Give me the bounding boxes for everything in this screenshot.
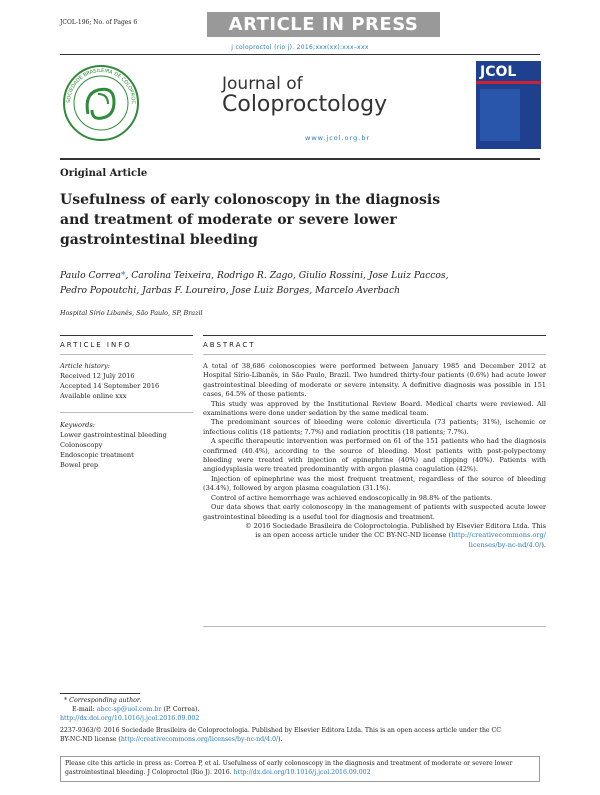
article-info-heading: ARTICLE INFO: [60, 341, 132, 349]
history-label: Article history:: [60, 362, 110, 370]
abstract-paragraph: A specific therapeutic intervention was performed on 61 of the 151 patients who had the diagnosis confirmed (40.4%), according to the source of bleeding. Most patients with post-polypectomy bleeding were treated with injection of epinephrine (40%) and clipping (40%). Patients with angiodysplasia were treated predominantly with argon plasma coagulation (42%).: [203, 437, 546, 474]
license-statement: [60, 726, 550, 744]
cite-this-article-box: [60, 756, 540, 782]
affiliation: Hospital Sírio Libanês, São Paulo, SP, Brazil: [60, 309, 203, 317]
keywords-label: Keywords:: [60, 421, 95, 429]
abstract-paragraph: The predominant sources of bleeding were colonic diverticula (73 patients; 31%), ischemic or infectious colitis (18 patients; 7.7%) and radiation proctitis (18 patients; 7.7%).: [203, 418, 546, 436]
society-seal-logo: [62, 64, 140, 142]
abstract-paragraph: Injection of epinephrine was the most frequent treatment, regardless of the source of bleeding (34.4%), followed by argon plasma coagulation (31.1%).: [203, 474, 546, 493]
journal-name-line1: Journal of: [222, 74, 303, 94]
abstract-paragraph: A total of 38,686 colonoscopies were performed between January 1985 and December 2012 at Hospital Sírio-Libanês, in São Paulo, Brazil. Two hundred thirty-four patients (0.6%) had acute lower gastrointestinal bleeding of moderate or severe intensity. A definitive diagnosis was possible in 151 cases, 64.5% of these patients.: [203, 362, 546, 399]
abstract-mid-rule: [203, 354, 546, 355]
abstract-heading: ABSTRACT: [203, 341, 256, 349]
info-mid-rule: [60, 354, 193, 355]
masthead-rule: [60, 158, 540, 160]
accepted-date: Accepted 14 September 2016: [60, 382, 160, 390]
copyright-notice: [203, 522, 546, 550]
title-line-2: and treatment of moderate or severe lower: [60, 212, 397, 228]
footnote-rule: [60, 693, 140, 694]
manuscript-id: JCOL-196; No. of Pages 6: [60, 19, 138, 26]
cite-doi-link[interactable]: http://dx.doi.org/10.1016/j.jcol.2016.09.002: [233, 769, 371, 776]
license-link-cont[interactable]: licenses/by-nc-nd/4.0/: [468, 540, 542, 549]
abstract-body: [203, 362, 546, 550]
corresponding-star[interactable]: *: [120, 270, 126, 281]
license-line-2: BY-NC-ND license (: [60, 736, 121, 743]
corresponding-author: Paulo Correa: [60, 270, 121, 281]
journal-cover-thumbnail: [476, 61, 541, 149]
article-in-press-banner: ARTICLE IN PRESS: [207, 12, 440, 37]
article-title: [60, 190, 440, 250]
abstract-paragraph: Control of active hemorrhage was achieved endoscopically in 98.8% of the patients.: [211, 493, 493, 502]
keyword-item: Colonoscopy: [60, 441, 103, 449]
online-date: Available online xxx: [60, 392, 127, 400]
cite-line-2: gastrointestinal bleeding. J Coloproctol (Rio J). 2016.: [65, 769, 234, 776]
authors-line-1: , Carolina Teixeira, Rodrigo R. Zago, Giulio Rossini, Jose Luiz Paccos,: [125, 270, 449, 281]
email-prefix: E-mail:: [72, 706, 97, 713]
license-line-2-end: ).: [278, 736, 283, 743]
cite-line-1: Please cite this article in press as: Correa P, et al. Usefulness of early colonoscopy in the diagnosis and treatment of moderate or severe lower: [65, 760, 513, 767]
title-line-1: Usefulness of early colonoscopy in the diagnosis: [60, 192, 441, 208]
abstract-paragraph: Our data shows that early colonoscopy in the management of patients with suspected acute lower gastrointestinal bleeding is a useful tool for diagnosis and treatment.: [203, 503, 546, 521]
info-keyword-rule: [60, 412, 193, 413]
article-type: Original Article: [60, 168, 148, 179]
info-top-rule: [60, 335, 193, 336]
journal-citation: j coloproctol (rio j). 2016;xxx(xx):xxx–xxx: [231, 44, 369, 51]
svg-text:SOCIEDADE BRASILEIRA DE COLOPR: SOCIEDADE BRASILEIRA DE COLOPROC: [65, 67, 137, 105]
cover-label: JCOL: [480, 64, 517, 80]
keyword-item: Bowel prep: [60, 461, 99, 469]
license-link[interactable]: http://creativecommons.org/: [451, 531, 546, 540]
keywords: [60, 420, 167, 470]
corresponding-author-note: * Corresponding author.: [64, 697, 142, 704]
copyright-line-1: © 2016 Sociedade Brasileira de Coloproctologia. Published by Elsevier Editora Ltda. This: [244, 521, 546, 530]
keyword-item: Lower gastrointestinal bleeding: [60, 431, 167, 439]
license-url[interactable]: http://creativecommons.org/licenses/by-nc-nd/4.0/: [120, 736, 279, 743]
received-date: Received 12 July 2016: [60, 372, 135, 380]
copyright-line-2: is an open access article under the CC BY-NC-ND license (: [255, 531, 452, 540]
authors-line-2: Pedro Popoutchi, Jarbas F. Loureiro, Jose Luiz Borges, Marcelo Averbach: [60, 285, 401, 296]
abstract-paragraph: This study was approved by the Institutional Review Board. Medical charts were reviewed. All examinations were done under sedation by the same medical team.: [203, 399, 546, 418]
abstract-bottom-rule: [203, 626, 546, 627]
author-email: [72, 706, 199, 713]
title-line-3: gastrointestinal bleeding: [60, 232, 258, 248]
journal-url[interactable]: www.jcol.org.br: [305, 134, 371, 142]
cover-image: [480, 89, 520, 141]
abstract-top-rule: [203, 335, 546, 336]
journal-masthead: [140, 56, 460, 146]
email-suffix: (P. Correa).: [161, 706, 200, 713]
email-link[interactable]: abcc-sp@uol.com.br: [96, 706, 162, 713]
cover-stripe: [476, 81, 541, 84]
header-rule: [60, 54, 540, 55]
license-line-1: 2237-9363/© 2016 Sociedade Brasileira de Coloproctologia. Published by Elsevier Editora Ltda. This is an open access article under the CC: [60, 727, 502, 734]
journal-name-line2: Coloproctology: [222, 92, 388, 117]
article-history: [60, 361, 159, 401]
copyright-end: ).: [541, 540, 546, 549]
doi-link[interactable]: http://dx.doi.org/10.1016/j.jcol.2016.09.002: [60, 715, 200, 722]
keyword-item: Endoscopic treatment: [60, 451, 134, 459]
author-list: [60, 268, 449, 298]
